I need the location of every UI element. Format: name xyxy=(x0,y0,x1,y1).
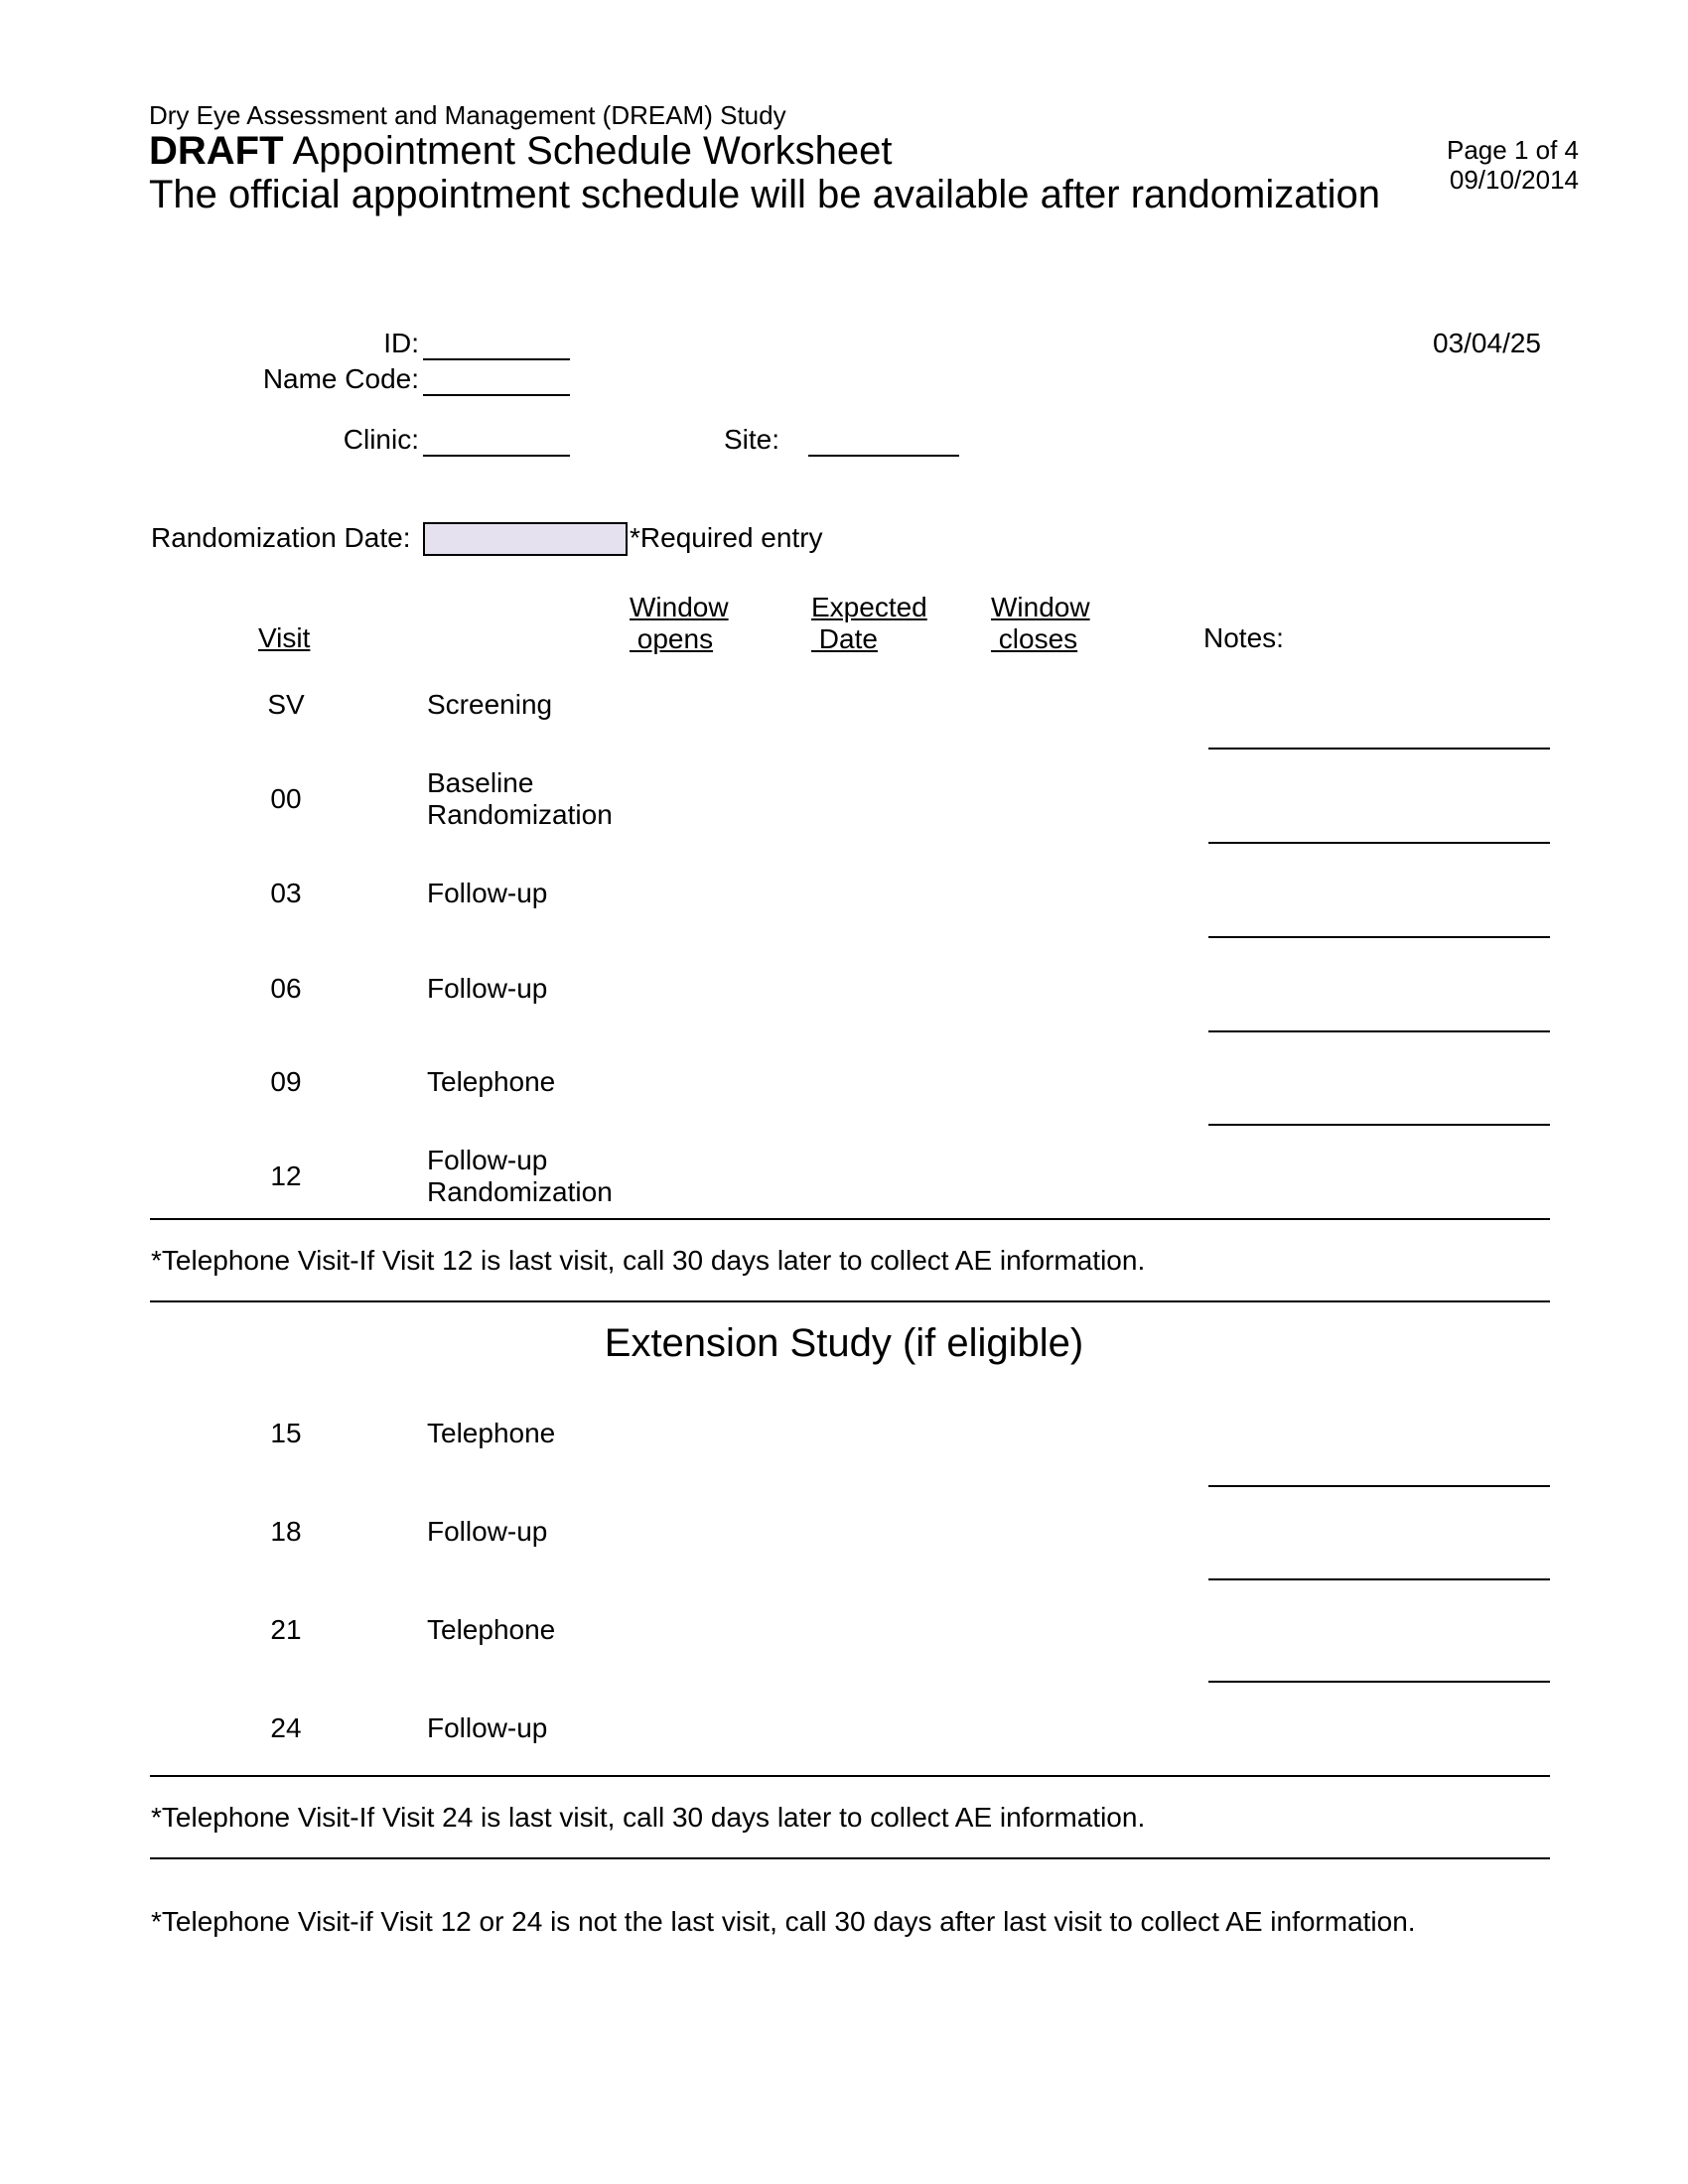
page-title xyxy=(149,129,893,173)
window-opens-line1: Window xyxy=(630,592,729,622)
visit-notes-line[interactable] xyxy=(1208,1124,1550,1126)
visit-number: 09 xyxy=(270,1066,302,1097)
id-label: ID: xyxy=(383,328,419,358)
visit-notes-line[interactable] xyxy=(1208,1578,1550,1580)
visit-description: Follow-up xyxy=(427,973,548,1004)
notes-header: Notes: xyxy=(1203,622,1284,653)
visit-notes-line[interactable] xyxy=(1208,1681,1550,1683)
visit-number: 06 xyxy=(270,973,302,1004)
divider xyxy=(150,1218,1550,1220)
expected-date-header xyxy=(811,592,927,655)
extension-study-heading: Extension Study (if eligible) xyxy=(604,1321,1084,1365)
page-number: Page 1 of 4 xyxy=(1447,135,1579,165)
draft-label: DRAFT xyxy=(149,129,284,173)
visit-description: Telephone xyxy=(427,1418,556,1448)
visit-12-ae-note: *Telephone Visit-If Visit 12 is last visit, call 30 days later to collect AE information. xyxy=(151,1245,1146,1276)
visit-description-line2: Randomization xyxy=(427,799,613,830)
visit-column-header: Visit xyxy=(258,622,311,653)
visit-description: Telephone xyxy=(427,1066,556,1097)
window-closes-line1: Window xyxy=(991,592,1090,622)
window-opens-line2: opens xyxy=(630,623,714,654)
visit-number: 24 xyxy=(270,1712,302,1743)
visit-number: SV xyxy=(267,689,305,720)
clinic-label: Clinic: xyxy=(343,424,419,455)
visit-number: 18 xyxy=(270,1516,302,1547)
visit-number: 15 xyxy=(270,1418,302,1448)
visit-description: Telephone xyxy=(427,1614,556,1645)
visit-24-ae-note: *Telephone Visit-If Visit 24 is last visit, call 30 days later to collect AE information. xyxy=(151,1802,1146,1833)
visit-description: Follow-up xyxy=(427,1712,548,1743)
visit-description: Follow-up xyxy=(427,878,548,908)
page-subtitle: The official appointment schedule will be available after randomization xyxy=(149,173,1380,216)
revision-date: 09/10/2014 xyxy=(1449,165,1579,195)
clinic-field[interactable] xyxy=(423,455,570,457)
site-field[interactable] xyxy=(808,455,959,457)
final-ae-note: *Telephone Visit-if Visit 12 or 24 is not the last visit, call 30 days after last visit to collect AE information. xyxy=(151,1906,1416,1937)
name-code-label: Name Code: xyxy=(262,363,419,394)
visit-description: Baseline xyxy=(427,767,534,798)
visit-notes-line[interactable] xyxy=(1208,936,1550,938)
visit-number: 21 xyxy=(270,1614,302,1645)
visit-number: 00 xyxy=(270,783,302,814)
window-closes-header xyxy=(991,592,1090,655)
id-field[interactable] xyxy=(423,358,570,360)
randomization-date-input[interactable] xyxy=(423,522,628,556)
visit-number: 12 xyxy=(270,1160,302,1191)
required-entry-note: *Required entry xyxy=(630,522,823,553)
title-text: Appointment Schedule Worksheet xyxy=(283,129,893,173)
window-closes-line2: closes xyxy=(991,623,1078,654)
window-opens-header xyxy=(630,592,729,655)
site-label: Site: xyxy=(724,424,780,455)
visit-notes-line[interactable] xyxy=(1208,842,1550,844)
name-code-field[interactable] xyxy=(423,394,570,396)
visit-notes-line[interactable] xyxy=(1208,748,1550,750)
visit-notes-line[interactable] xyxy=(1208,1485,1550,1487)
divider xyxy=(150,1857,1550,1859)
visit-description: Screening xyxy=(427,689,553,720)
expected-date-line2: Date xyxy=(811,623,878,654)
visit-description: Follow-up xyxy=(427,1516,548,1547)
expected-date-line1: Expected xyxy=(811,592,927,622)
study-name: Dry Eye Assessment and Management (DREAM) Study xyxy=(149,100,786,130)
visit-description-line2: Randomization xyxy=(427,1176,613,1207)
divider xyxy=(150,1775,1550,1777)
divider xyxy=(150,1300,1550,1302)
print-date: 03/04/25 xyxy=(1433,328,1541,358)
visit-number: 03 xyxy=(270,878,302,908)
visit-notes-line[interactable] xyxy=(1208,1030,1550,1032)
visit-description: Follow-up xyxy=(427,1145,548,1175)
randomization-date-label: Randomization Date: xyxy=(151,522,411,553)
